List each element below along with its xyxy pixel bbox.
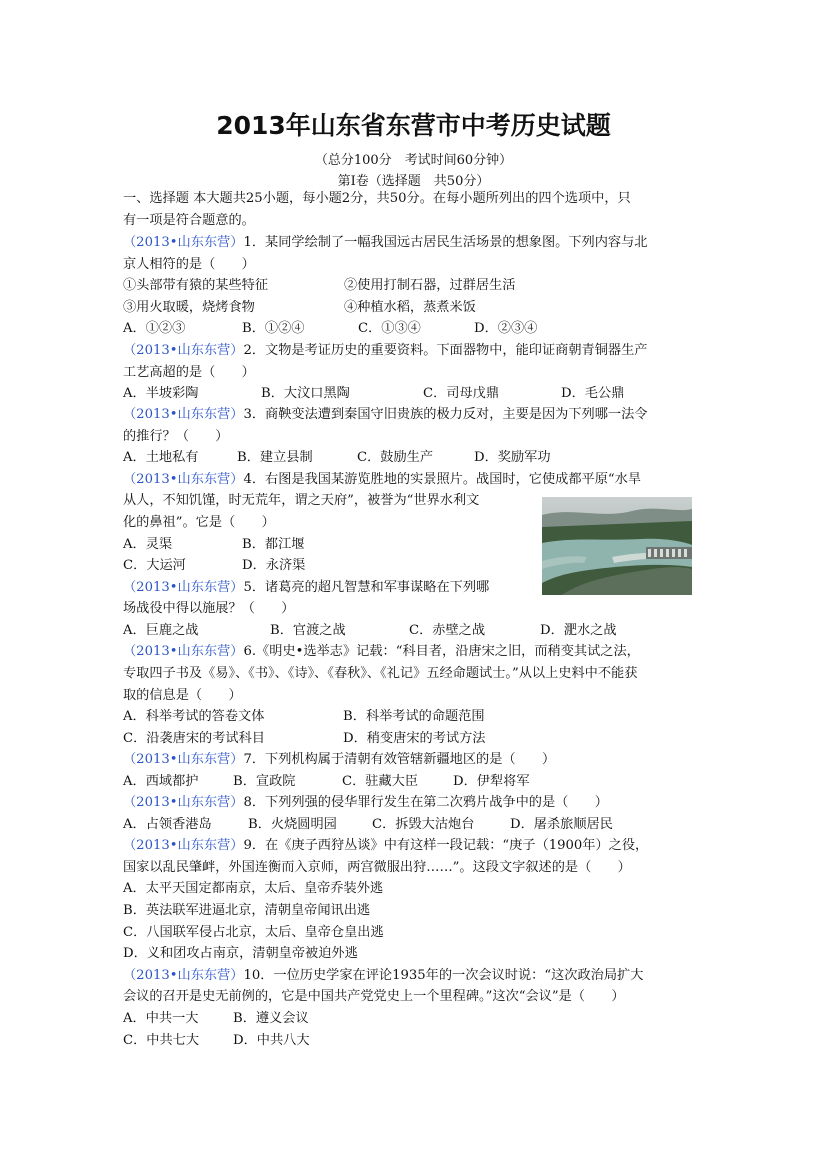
answer-option: C．赤壁之战 <box>409 623 486 638</box>
question-statement: ③用火取暖，烧烤食物 <box>123 300 255 315</box>
question-line: 取的信息是（ ） <box>123 688 242 703</box>
question-8: （2013•山东东营）8．下列列强的侵华罪行发生在第二次鸦片战争中的是（ ） <box>123 795 608 810</box>
answer-option: D．屠杀旅顺居民 <box>510 817 613 832</box>
answer-option: B．火烧圆明园 <box>248 817 337 832</box>
answer-option: B．大汶口黑陶 <box>261 386 350 401</box>
answer-option: A．科举考试的答卷文体 <box>123 709 265 724</box>
question-line: 工艺高超的是（ ） <box>123 365 255 380</box>
answer-option: D．毛公鼎 <box>561 386 625 401</box>
question-source: （2013•山东东营） <box>123 343 244 358</box>
dujiangyan-photo <box>542 497 692 595</box>
question-1: （2013•山东东营）1．某同学绘制了一幅我国远古居民生活场景的想象图。下列内容与北 <box>123 235 648 250</box>
question-source: （2013•山东东营） <box>123 752 244 767</box>
question-line: 会议的召开是史无前例的，它是中国共产党党史上一个里程碑。”这次“会议”是（ ） <box>123 989 625 1004</box>
question-statement: ④种植水稻，蒸煮米饭 <box>344 300 476 315</box>
answer-option: B．宣政院 <box>233 774 296 789</box>
question-source: （2013•山东东营） <box>123 968 244 983</box>
question-5: （2013•山东东营）5．诸葛亮的超凡智慧和军事谋略在下列哪 <box>123 580 490 595</box>
answer-option: A．土地私有 <box>123 450 199 465</box>
question-line: 化的鼻祖”。它是（ ） <box>123 515 275 530</box>
answer-option: D．伊犁将军 <box>453 774 530 789</box>
answer-option: C．沿袭唐宋的考试科目 <box>123 731 265 746</box>
question-source: （2013•山东东营） <box>123 838 244 853</box>
question-source: （2013•山东东营） <box>123 472 244 487</box>
answer-option: A．灵渠 <box>123 537 173 552</box>
answer-option: A．太平天国定都南京，太后、皇帝乔装外逃 <box>123 881 384 896</box>
answer-option: B．英法联军进逼北京，清朝皇帝闻讯出逃 <box>123 903 371 918</box>
answer-option: A．西域都护 <box>123 774 199 789</box>
question-source: （2013•山东东营） <box>123 235 244 250</box>
answer-option: D．稍变唐宋的考试方法 <box>343 731 486 746</box>
answer-option: B．建立县制 <box>237 450 313 465</box>
answer-option: C．拆毁大沽炮台 <box>372 817 475 832</box>
answer-option: C．①③④ <box>358 321 421 336</box>
question-source: （2013•山东东营） <box>123 407 244 422</box>
answer-option: B．遵义会议 <box>233 1011 309 1026</box>
answer-option: C．八国联军侵占北京，太后、皇帝仓皇出逃 <box>123 925 384 940</box>
answer-option: B．科举考试的命题范围 <box>343 709 485 724</box>
question-source: （2013•山东东营） <box>123 795 244 810</box>
question-9: （2013•山东东营）9．在《庚子西狩丛谈》中有这样一段记载：“庚子（1900年）之役， <box>123 838 649 853</box>
question-line: 从人，不知饥馑，时无荒年，谓之天府”，被誉为“世界水利文 <box>123 493 480 508</box>
answer-option: A．①②③ <box>123 321 186 336</box>
question-line: 国家以乱民肇衅，外国连衡而入京师，两宫微服出狩……”。这段文字叙述的是（ ） <box>123 860 631 875</box>
question-3: （2013•山东东营）3．商鞅变法遭到秦国守旧贵族的极力反对，主要是因为下列哪一法令 <box>123 407 648 422</box>
exam-subtitle: （总分100分 考试时间60分钟） <box>314 153 513 168</box>
question-7: （2013•山东东营）7．下列机构属于清朝有效管辖新疆地区的是（ ） <box>123 752 556 767</box>
section-intro-line: 一、选择题 本大题共25小题，每小题2分，共50分。在每小题所列出的四个选项中，只 <box>123 191 631 206</box>
answer-option: C．驻藏大臣 <box>342 774 419 789</box>
answer-option: D．②③④ <box>474 321 538 336</box>
question-line: 的推行？（ ） <box>123 429 229 444</box>
answer-option: D．义和团攻占南京，清朝皇帝被迫外逃 <box>123 946 358 961</box>
answer-option: B．都江堰 <box>242 537 305 552</box>
question-source: （2013•山东东营） <box>123 580 244 595</box>
question-statement: ①头部带有猿的某些特征 <box>123 278 269 293</box>
exam-title: 2013年山东省东营市中考历史试题 <box>216 111 611 140</box>
question-statement: ②使用打制石器，过群居生活 <box>344 278 516 293</box>
answer-option: C．司母戊鼎 <box>423 386 500 401</box>
question-line: 专取四子书及《易》、《书》、《诗》、《春秋》、《礼记》五经命题试士。”从以上史料中不能获 <box>123 666 638 681</box>
answer-option: D．淝水之战 <box>540 623 617 638</box>
answer-option: C．中共七大 <box>123 1033 200 1048</box>
question-line: 京人相符的是（ ） <box>123 257 255 272</box>
answer-option: D．中共八大 <box>233 1033 310 1048</box>
answer-option: A．巨鹿之战 <box>123 623 199 638</box>
question-4: （2013•山东东营）4．右图是我国某游览胜地的实景照片。战国时，它使成都平原“水旱 <box>123 472 642 487</box>
answer-option: B．①②④ <box>242 321 305 336</box>
answer-option: D．永济渠 <box>242 558 306 573</box>
question-line: 场战役中得以施展？（ ） <box>123 601 295 616</box>
answer-option: A．占领香港岛 <box>123 817 212 832</box>
section-intro-line: 有一项是符合题意的。 <box>123 213 255 228</box>
question-source: （2013•山东东营） <box>123 644 244 659</box>
question-10: （2013•山东东营）10．一位历史学家在评论1935年的一次会议时说：“这次政治局扩大 <box>123 968 644 983</box>
question-6: （2013•山东东营）6.《明史•选举志》记载：“科目者，沿唐宋之旧，而稍变其试之法， <box>123 644 640 659</box>
answer-option: C．鼓励生产 <box>357 450 434 465</box>
answer-option: A．半坡彩陶 <box>123 386 199 401</box>
answer-option: C．大运河 <box>123 558 186 573</box>
question-2: （2013•山东东营）2．文物是考证历史的重要资料。下面器物中，能印证商朝青铜器生产 <box>123 343 648 358</box>
answer-option: A．中共一大 <box>123 1011 199 1026</box>
part-heading: 第Ⅰ卷（选择题 共50分） <box>337 174 490 189</box>
answer-option: D．奖励军功 <box>474 450 551 465</box>
answer-option: B．官渡之战 <box>270 623 346 638</box>
